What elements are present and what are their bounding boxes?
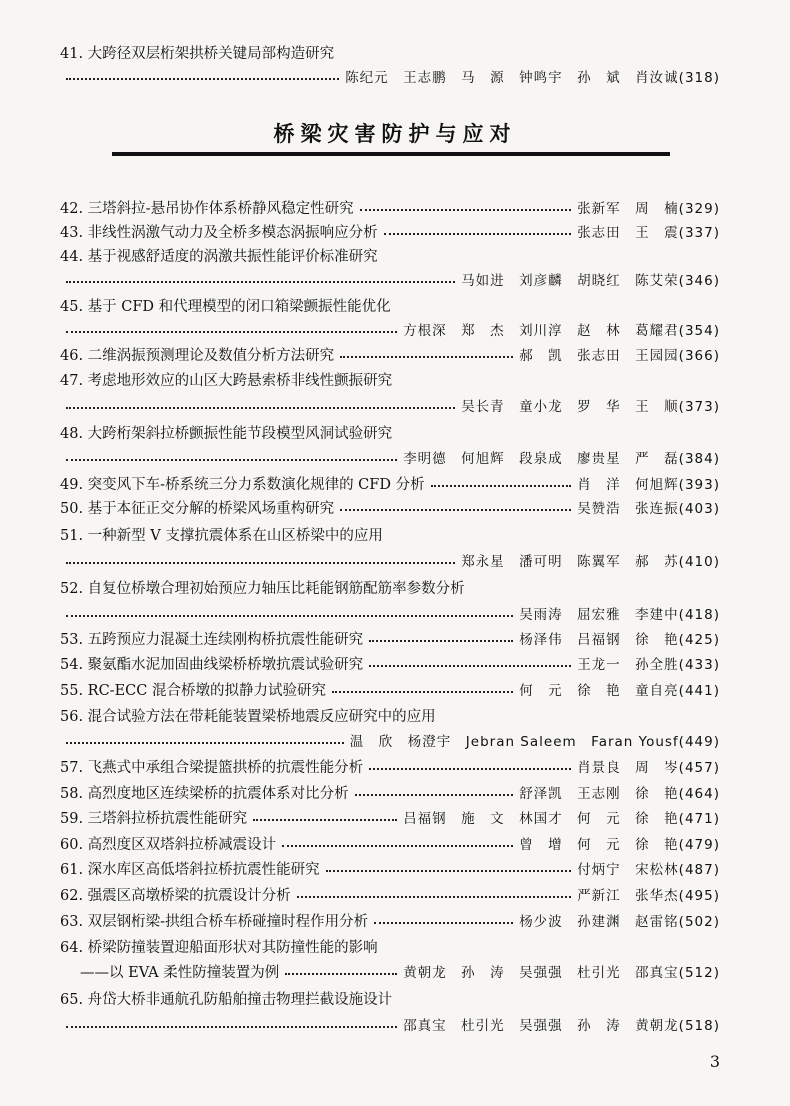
toc-entry — [60, 831, 720, 855]
entry-authors: 杨泽伟 吕福钢 徐 艳(425) — [519, 632, 720, 648]
entry-title: 47. 考虑地形效应的山区大跨悬索桥非线性颤振研究 — [60, 372, 393, 389]
toc-entry-author-line — [60, 393, 720, 417]
entry-authors: 邵真宝 杜引光 吴强强 孙 涛 黄朝龙(518) — [403, 1018, 720, 1034]
entry-title: 62. 强震区高墩桥梁的抗震设计分析 — [60, 887, 291, 904]
dot-leader — [285, 972, 397, 975]
entry-authors: 肖 洋 何旭辉(393) — [577, 477, 720, 493]
section-heading: 桥梁灾害防护与应对 — [273, 122, 517, 146]
entry-authors: 何 元 徐 艳 童自亮(441) — [519, 683, 720, 699]
dot-leader — [332, 690, 513, 693]
entry-title: 41. 大跨径双层桁架拱桥关键局部构造研究 — [60, 45, 335, 62]
toc-entry — [60, 342, 720, 366]
entry-authors: 吴长青 童小龙 罗 华 王 顺(373) — [461, 399, 720, 415]
toc-entry-author-line — [60, 267, 720, 291]
entry-title: 44. 基于视感舒适度的涡激共振性能评价标准研究 — [60, 248, 378, 265]
entry-authors: 郑永星 潘可明 陈翼军 郝 苏(410) — [461, 554, 720, 570]
entry-title: 52. 自复位桥墩合理初始预应力轴压比耗能钢筋配筋率参数分析 — [60, 580, 465, 597]
entry-title: 43. 非线性涡激气动力及全桥多模态涡振响应分析 — [60, 224, 378, 241]
dot-leader — [253, 818, 397, 821]
dot-leader — [66, 330, 397, 333]
entry-authors: 李明德 何旭辉 段泉成 廖贵星 严 磊(384) — [403, 451, 720, 467]
entry-authors: 杨少波 孙建渊 赵雷铭(502) — [519, 914, 720, 930]
entry-title: 58. 高烈度地区连续梁桥的抗震体系对比分析 — [60, 785, 349, 802]
toc-entry-author-line — [60, 548, 720, 572]
entry-authors: 曾 增 何 元 徐 艳(479) — [519, 837, 720, 853]
toc-entry-title-line — [60, 703, 720, 727]
entry-authors: 温 欣 杨澄宇 Jebran Saleem Faran Yousf(449) — [349, 734, 720, 750]
toc-entry-title-line — [60, 522, 720, 546]
dot-leader — [360, 208, 572, 211]
toc-entry-title-line — [60, 986, 720, 1010]
entry-authors: 张新军 周 楠(329) — [577, 201, 720, 217]
entry-title: 55. RC-ECC 混合桥墩的拟静力试验研究 — [60, 682, 326, 699]
dot-leader — [369, 664, 571, 667]
toc-entry — [60, 651, 720, 675]
entry-title: 64. 桥梁防撞装置迎船面形状对其防撞性能的影响 — [60, 939, 378, 956]
entry-title: 49. 突变风下车-桥系统三分力系数演化规律的 CFD 分析 — [60, 476, 425, 493]
dot-leader — [66, 77, 339, 80]
toc-entry-title-line — [60, 40, 720, 64]
entry-title: 53. 五跨预应力混凝土连续刚构桥抗震性能研究 — [60, 631, 364, 648]
entry-authors: 张志田 王 震(337) — [577, 225, 720, 241]
toc-entry-title-line — [60, 575, 720, 599]
toc-entry — [60, 780, 720, 804]
toc-entry — [60, 856, 720, 880]
toc-entry-author-line — [60, 445, 720, 469]
dot-leader — [66, 614, 513, 617]
entry-authors: 王龙一 孙全胜(433) — [577, 657, 720, 673]
entry-title: 63. 双层钢桁梁-拱组合桥车桥碰撞时程作用分析 — [60, 913, 369, 930]
toc-entry — [60, 882, 720, 906]
entry-title: 45. 基于 CFD 和代理模型的闭口箱梁颤振性能优化 — [60, 298, 391, 315]
entry-authors: 陈纪元 王志鹏 马 源 钟鸣宇 孙 斌 肖汝诚(318) — [345, 70, 720, 86]
entry-title: 57. 飞燕式中承组合梁提篮拱桥的抗震性能分析 — [60, 759, 364, 776]
entry-authors: 舒泽凯 王志刚 徐 艳(464) — [519, 786, 720, 802]
toc-entry — [60, 626, 720, 650]
dot-leader — [66, 458, 397, 461]
entry-title: 50. 基于本征正交分解的桥梁风场重构研究 — [60, 500, 335, 517]
dot-leader — [66, 561, 455, 564]
toc-entry-author-line — [60, 601, 720, 625]
entry-title: 42. 三塔斜拉-悬吊协作体系桥静风稳定性研究 — [60, 200, 354, 217]
toc-entry-author-line — [60, 64, 720, 88]
dot-leader — [282, 844, 513, 847]
entry-authors: 黄朝龙 孙 涛 吴强强 杜引光 邵真宝(512) — [403, 965, 720, 981]
entry-title: 60. 高烈度区双塔斜拉桥减震设计 — [60, 836, 277, 853]
entry-title: 56. 混合试验方法在带耗能装置梁桥地震反应研究中的应用 — [60, 708, 436, 725]
toc-entry-author-line — [60, 317, 720, 341]
toc-entry-title-line — [60, 934, 720, 958]
entry-title: 54. 聚氨酯水泥加固曲线梁桥桥墩抗震试验研究 — [60, 656, 364, 673]
entry-authors: 严新江 张华杰(495) — [577, 888, 720, 904]
toc-entry-title-line — [60, 367, 720, 391]
dot-leader — [297, 895, 572, 898]
dot-leader — [340, 355, 513, 358]
dot-leader — [66, 280, 455, 283]
page-number: 3 — [709, 1052, 720, 1071]
toc-entry — [60, 195, 720, 219]
entry-authors: 方根深 郑 杰 刘川淳 赵 林 葛耀君(354) — [403, 323, 720, 339]
dot-leader — [66, 741, 344, 744]
dot-leader — [369, 767, 571, 770]
entry-authors: 付炳宁 宋松林(487) — [577, 862, 720, 878]
dot-leader — [369, 639, 513, 642]
dot-leader — [431, 484, 572, 487]
entry-authors: 郝 凯 张志田 王园园(366) — [519, 348, 720, 364]
dot-leader — [355, 793, 514, 796]
entry-title: 59. 三塔斜拉桥抗震性能研究 — [60, 810, 248, 827]
toc-entry — [60, 471, 720, 495]
entry-authors: 马如进 刘彦麟 胡晓红 陈艾荣(346) — [461, 273, 720, 289]
toc-entry-title-line — [60, 293, 720, 317]
dot-leader — [66, 406, 455, 409]
entry-authors: 吕福钢 施 文 林国才 何 元 徐 艳(471) — [403, 811, 720, 827]
toc-entry — [60, 219, 720, 243]
entry-authors: 吴赞浩 张连振(403) — [577, 501, 720, 517]
entry-title: 46. 二维涡振预测理论及数值分析方法研究 — [60, 347, 335, 364]
entry-title: 48. 大跨桁架斜拉桥颤振性能节段模型风洞试验研究 — [60, 425, 393, 442]
entry-authors: 肖景良 周 岑(457) — [577, 760, 720, 776]
toc-entry — [60, 805, 720, 829]
entry-subtitle: ——以 EVA 柔性防撞装置为例 — [80, 964, 280, 981]
toc-entry-author-line — [60, 728, 720, 752]
toc-entry-title-line — [60, 243, 720, 267]
entry-title: 61. 深水库区高低塔斜拉桥抗震性能研究 — [60, 861, 320, 878]
entry-title: 51. 一种新型 V 支撑抗震体系在山区桥梁中的应用 — [60, 527, 383, 544]
toc-entry — [60, 677, 720, 701]
dot-leader — [384, 232, 572, 235]
toc-entry-author-line — [60, 1012, 720, 1036]
entry-title: 65. 舟岱大桥非通航孔防船舶撞击物理拦截设施设计 — [60, 991, 393, 1008]
dot-leader — [374, 921, 513, 924]
section-divider — [112, 152, 670, 156]
dot-leader — [66, 1025, 397, 1028]
toc-entry-title-line — [60, 420, 720, 444]
dot-leader — [326, 869, 572, 872]
entry-authors: 吴雨涛 屈宏雅 李建中(418) — [519, 607, 720, 623]
toc-entry — [60, 754, 720, 778]
dot-leader — [340, 508, 571, 511]
toc-entry-subtitle-line — [80, 959, 720, 983]
toc-entry — [60, 908, 720, 932]
toc-entry — [60, 495, 720, 519]
